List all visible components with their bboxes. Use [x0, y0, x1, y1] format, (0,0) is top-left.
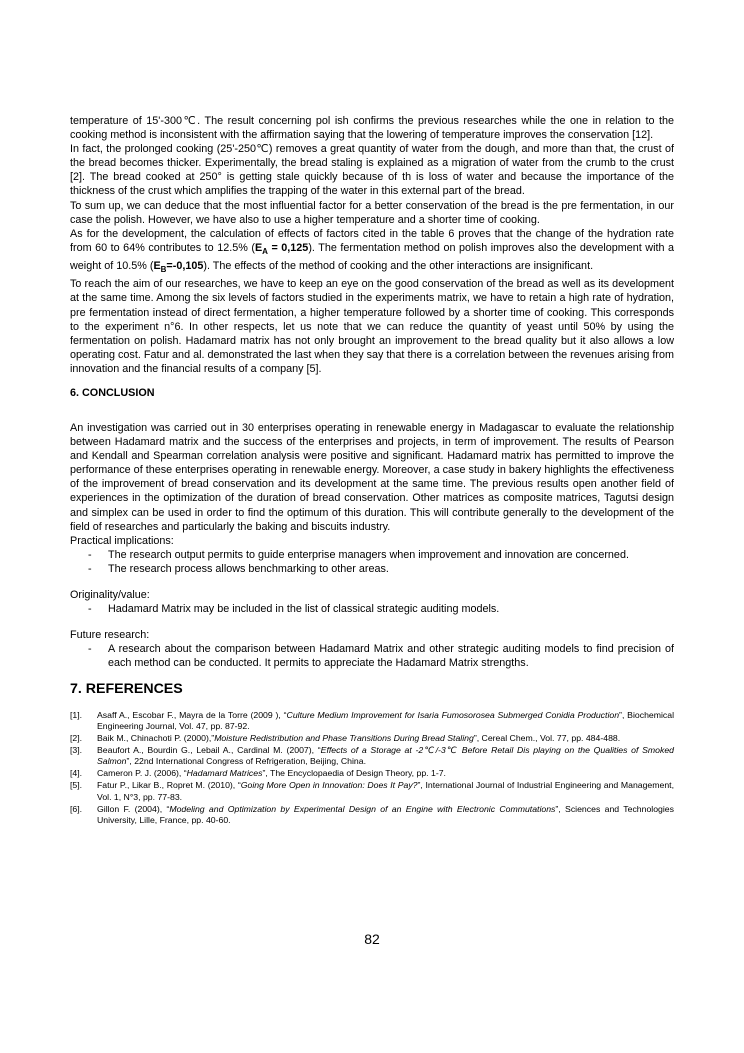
body-paragraph-4-part-a: As for the development, the calculation of effects of factors cited in the table 6 proves that the change of the hydration rate from 60 to 64% contributes to 12.5% ( [70, 227, 674, 254]
body-paragraph-4-part-c: ). The effects of the method of cooking and the other interactions are insignificant. [203, 260, 594, 273]
reference-item: [3]. Beaufort A., Bourdin G., Lebail A., Cardinal M. (2007), “Effects of a Storage at -2℃/-3℃ Before Retail Dis playing on the Qualities of Smoked Salmon”, 22nd International Congress of Refrigeration, Beijing, China. [70, 744, 674, 767]
conclusion-paragraph: An investigation was carried out in 30 enterprises operating in renewable energy in Madagascar to evaluate the relationship between Hadamard matrix and the success of the enterprises and projects, in term of improvement. The results of Pearson and Kendall and Spearman correlation analysis were positive and significant. Hadamard matrix has permitted to improve the performance of these enterprises operating in renewable energy. Moreover, a case study in bakery highlights the effectiveness of the improvement of bread conservation and its development at the same time. The previous results open another field of experiences in the optimization of the duration of bread conservation. Other matrices as composite matrices, Tagutsi design and simplex can be used in order to find the optimum of this duration. This will contribute generally to the development of the field of researches and particularly the baking and biscuits industry. [70, 422, 674, 533]
reference-item: [4]. Cameron P. J. (2006), “Hadamard Matrices”, The Encyclopaedia of Design Theory, pp. 1-7. [70, 768, 446, 779]
effect-a-value: $E_A = 0,125$ [254, 241, 309, 256]
originality-list [70, 602, 674, 616]
page-content [70, 114, 674, 827]
future-research-label: Future research: [70, 629, 150, 642]
body-paragraph-3: To sum up, we can deduce that the most influential factor for a better conservation of the bread is the pre fermentation, in our case the polish. However, we have also to use a higher temperature and a shorter time of cooking. [70, 199, 674, 226]
body-paragraph-4-part-b: ). The fermentation method on polish improves also the development with a weight of 10.5% ( [70, 241, 674, 273]
references-heading: 7. REFERENCES [70, 680, 183, 697]
practical-implications-label: Practical implications: [70, 534, 174, 547]
reference-item: [6]. Gillon F. (2004), “Modeling and Optimization by Experimental Design of an Engine with Electronic Commutations”, Sciences and Technologies University, Lille, France, pp. 40-60. [70, 803, 674, 826]
effect-b-value: $E_B=-0,105$ [153, 260, 204, 275]
list-item: - The research output permits to guide enterprise managers when improvement and innovation are concerned. [88, 548, 629, 561]
body-paragraph-5: To reach the aim of our researches, we have to keep an eye on the good conservation of the bread as well as its development at the same time. Among the six levels of factors studied in the experiments matrix, we have to retain a high rate of hydration, pre fermentation instead of direct fermentation, a higher temperature followed by a shorter time of cooking. This corresponds to the experiment n°6. In other respects, let us note that we can reduce the quantity of yeast until 50% by using the fermentation on polish. Hadamard matrix has not only brought an improvement to the bread quality but it also allows a low operating cost. Fatur and al. demonstrated the last when they say that there is a correlation between the revenues arising from innovation and the financial results of a company [5]. [70, 278, 674, 375]
originality-label: Originality/value: [70, 589, 150, 602]
practical-implications-list [70, 548, 674, 576]
references-list [70, 710, 674, 827]
list-item: - The research process allows benchmarking to other areas. [88, 562, 389, 575]
list-item: - Hadamard Matrix may be included in the list of classical strategic auditing models. [88, 603, 500, 616]
reference-item: [5]. Fatur P., Likar B., Ropret M. (2010), “Going More Open in Innovation: Does It Pay?”, International Journal of Industrial Engineering and Management, Vol. 1, N°3, pp. 77-83. [70, 780, 674, 802]
reference-item: [2]. Baik M., Chinachoti P. (2000),”Moisture Redistribution and Phase Transitions During Bread Staling”, Cereal Chem., Vol. 77, pp. 484-488. [70, 732, 621, 743]
reference-item: [1]. Asaff A., Escobar F., Mayra de la Torre (2009 ), “Culture Medium Improvement for Isaria Fumosorosea Submerged Conidia Production”, Biochemical Engineering Journal, Vol. 47, pp. 87-92. [70, 709, 674, 731]
conclusion-heading: 6. CONCLUSION [70, 387, 155, 399]
body-paragraph-1: temperature of 15'-300℃. The result concerning pol ish confirms the previous researches while the one in relation to the cooking method is inconsistent with the affirmation saying that the lowering of temperature improves the conservation [12]. [70, 115, 674, 142]
body-paragraph-4 [70, 227, 674, 278]
body-paragraph-2: In fact, the prolonged cooking (25'-250℃) removes a great quantity of water from the dough, and more than that, the crust of the bread becomes thicker. Experimentally, the bread staling is explained as a migration of water from the crumb to the crust [2]. The bread cooked at 250° is getting stale quickly because of th is loss of water and because the importance of the thickness of the crust which amplifies the trapping of the water in this external part of the bread. [70, 143, 674, 198]
page-number: 82 [364, 931, 380, 947]
future-research-list [70, 642, 674, 670]
list-item: - A research about the comparison between Hadamard Matrix and other strategic auditing models to find precision of each method can be conducted. It permits to appreciate the Hadamard Matrix strengths. [88, 643, 674, 670]
